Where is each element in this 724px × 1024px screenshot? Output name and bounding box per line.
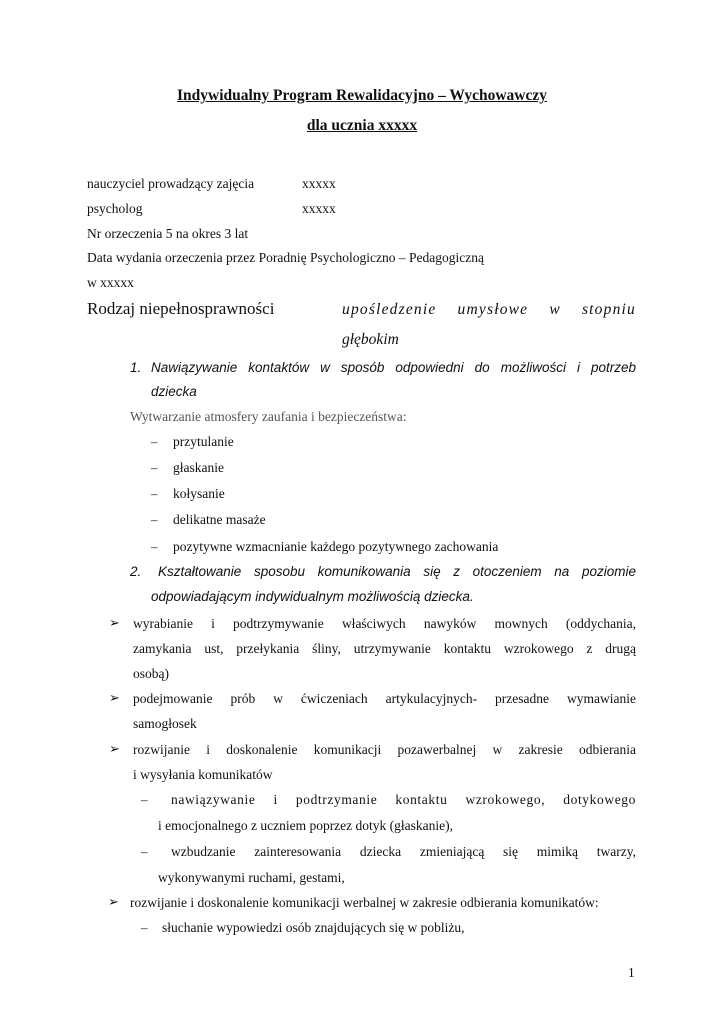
list-item: głaskanie [173,460,224,475]
arrow-bullet-icon: ➢ [109,615,120,630]
section2-heading-cont: odpowiadającym indywidualnym możliwością dziecka. [151,589,474,604]
list-item: kołysanie [173,486,225,501]
ruling-number: Nr orzeczenia 5 na okres 3 lat [87,226,249,241]
bullet-text: zamykania ust, przełykania śliny, utrzymywanie kontaktu wzrokowego z drugą [133,641,636,656]
ruling-place: w xxxxx [87,275,134,290]
bullet-text: podejmowanie prób w ćwiczeniach artykulacyjnych- przesadne wymawianie [133,691,636,706]
sub-item-text: wykonywanymi ruchami, gestami, [158,870,345,885]
list-item: przytulanie [173,434,234,449]
bullet-text: osobą) [133,666,169,681]
dash-icon: – [151,460,158,475]
ruling-date: Data wydania orzeczenia przez Poradnię Psychologiczno – Pedagogiczną [87,250,484,265]
bullet-text: samogłosek [133,716,197,731]
sub-item-text: wzbudzanie zainteresowania dziecka zmieniającą się mimiką twarzy, [171,844,636,859]
psychologist-label: psycholog [87,201,143,216]
page-number: 1 [628,965,635,980]
section1-heading-cont: dziecka [151,384,197,399]
arrow-bullet-icon: ➢ [109,690,120,705]
dash-icon: – [141,844,148,859]
dash-icon: – [151,434,158,449]
arrow-bullet-icon: ➢ [109,741,120,756]
sub-item-text: nawiązywanie i podtrzymanie kontaktu wzrokowego, dotykowego [171,792,636,807]
list-item: pozytywne wzmacnianie każdego pozytywnego zachowania [173,539,499,554]
sub-item-text: i emocjonalnego z uczniem poprzez dotyk (głaskanie), [158,818,454,833]
bullet-text: rozwijanie i doskonalenie komunikacji werbalnej w zakresie odbierania komunikatów: [130,895,599,910]
disability-label: Rodzaj niepełnosprawności [87,299,275,318]
dash-icon: – [151,512,158,527]
document-subtitle: dla ucznia xxxxx [306,117,418,134]
section2-heading: Kształtowanie sposobu komunikowania się z otoczeniem na poziomie [158,564,636,579]
disability-value-cont: głębokim [342,331,399,348]
section1-intro: Wytwarzanie atmosfery zaufania i bezpieczeństwa: [130,409,407,424]
arrow-bullet-icon: ➢ [108,894,119,909]
teacher-value: xxxxx [302,176,336,191]
bullet-text: i wysyłania komunikatów [133,767,273,782]
sub-item-text: słuchanie wypowiedzi osób znajdujących się w pobliżu, [162,920,465,935]
dash-icon: – [151,486,158,501]
disability-value: upośledzenie umysłowe w stopniu [342,301,636,318]
dash-icon: – [151,539,158,554]
document-title: Indywidualny Program Rewalidacyjno – Wychowawczy [176,87,547,104]
bullet-text: wyrabianie i podtrzymywanie właściwych nawyków mownych (oddychania, [133,616,636,631]
section1-heading: Nawiązywanie kontaktów w sposób odpowiedni do możliwości i potrzeb [151,360,636,375]
section1-number: 1. [130,360,142,375]
teacher-label: nauczyciel prowadzący zajęcia [87,176,255,191]
section2-number: 2. [130,564,142,579]
bullet-text: rozwijanie i doskonalenie komunikacji pozawerbalnej w zakresie odbierania [133,742,636,757]
dash-icon: – [141,792,148,807]
psychologist-value: xxxxx [302,201,336,216]
dash-icon: – [141,920,148,935]
list-item: delikatne masaże [173,512,266,527]
